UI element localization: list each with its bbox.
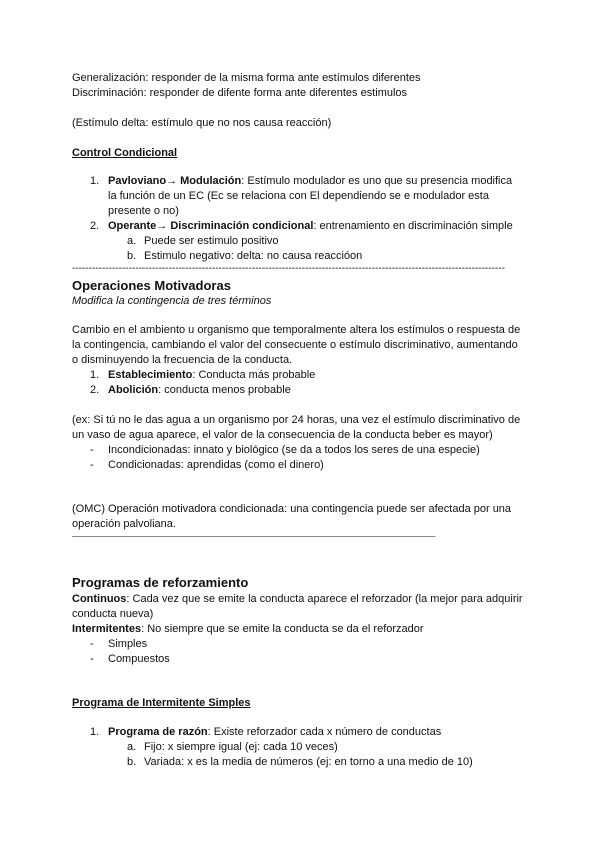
intro-generalizacion: Generalización: responder de la misma forma ante estímulos diferentes xyxy=(72,72,421,84)
sublist-letter: b. xyxy=(127,250,137,262)
term-text: : Conducta más probable xyxy=(192,369,316,381)
programas-reforzamiento-heading: Programas de reforzamiento xyxy=(72,575,249,590)
list-number: 1. xyxy=(90,175,100,187)
sublist-letter: a. xyxy=(127,235,137,247)
motivadoras-paragraph-line2: la contingencia, cambiando el valor del consecuente o estímulo discriminativo, aumentando xyxy=(72,339,518,351)
bullet-compuestos: Compuestos xyxy=(108,653,170,665)
subitem-variada: Variada: x es la media de números (ej: en torno a una medio de 10) xyxy=(144,756,473,768)
operaciones-motivadoras-heading: Operaciones Motivadoras xyxy=(72,278,231,293)
control-item-pavloviano xyxy=(108,174,512,188)
sublist-letter: a. xyxy=(127,741,137,753)
motivadoras-item-establecimiento xyxy=(108,368,315,382)
list-number: 1. xyxy=(90,369,100,381)
example-line2: un vaso de agua aparece, el valor de la consecuencia de la conducta beber es mayor) xyxy=(72,429,493,441)
control-item-pavloviano-line3: presente o no) xyxy=(108,205,179,217)
term-text: : No siempre que se emite la conducta se da el reforzador xyxy=(141,623,424,635)
programa-intermitente-heading: Programa de Intermitente Simples xyxy=(72,697,251,709)
term-text: : Cada vez que se emite la conducta aparece el reforzador (la mejor para adquirir xyxy=(126,593,523,605)
control-condicional-heading: Control Condicional xyxy=(72,147,178,159)
section-separator: ---------------------------------------------------------------------------------------------------------------------------------- xyxy=(72,263,505,274)
bullet-condicionadas: Condicionadas: aprendidas (como el dinero) xyxy=(108,459,324,471)
bullet-dash: - xyxy=(90,653,94,665)
continuos-line2: conducta nueva) xyxy=(72,608,154,620)
intermitentes-line xyxy=(72,622,424,636)
term-programa-razon: Programa de razón xyxy=(108,726,208,738)
sublist-letter: b. xyxy=(127,756,137,768)
motivadoras-item-abolicion xyxy=(108,383,291,397)
operaciones-motivadoras-subtitle: Modifica la contingencia de tres términos xyxy=(72,295,272,307)
bullet-dash: - xyxy=(90,444,94,456)
example-line1: (ex: Si tú no le das agua a un organismo por 24 horas, una vez el estímulo discriminativo de xyxy=(72,414,521,426)
term-text: : entrenamiento en discriminación simple xyxy=(313,220,513,232)
term-text: : conducta menos probable xyxy=(158,384,291,396)
intro-discriminacion: Discriminación: responder de difente forma ante diferentes estimulos xyxy=(72,87,408,99)
control-item-operante xyxy=(108,219,513,233)
subitem-fijo: Fijo: x siempre igual (ej: cada 10 veces) xyxy=(144,741,338,753)
programa-razon-item xyxy=(108,725,441,739)
term-abolicion: Abolición xyxy=(108,384,159,396)
subitem-estimulo-positivo: Puede ser estimulo positivo xyxy=(144,235,279,247)
term-establecimiento: Establecimiento xyxy=(108,369,193,381)
omc-line2: operación palvoliana. xyxy=(72,518,176,530)
motivadoras-paragraph-line3: o disminuyendo la frecuencia de la conducta. xyxy=(72,354,293,366)
section-separator: ––––––––––––––––––––––––––––––––––––––––––––––––––––––––––––––––––––––––––––––––––––––––––––––––––––––––––– xyxy=(72,533,436,540)
subitem-estimulo-negativo: Estimulo negativo: delta: no causa reaccióon xyxy=(144,250,363,262)
list-number: 2. xyxy=(90,220,100,232)
term-operante: Operante→ Discriminación condicional xyxy=(108,220,314,232)
term-continuos: Continuos xyxy=(72,593,127,605)
term-text: : Estímulo modulador es uno que su presencia modifica xyxy=(241,175,513,187)
motivadoras-paragraph-line1: Cambio en el ambiento u organismo que temporalmente altera los estímulos o respuesta de xyxy=(72,324,521,336)
bullet-dash: - xyxy=(90,459,94,471)
term-pavloviano: Pavloviano→ Modulación xyxy=(108,175,242,187)
control-item-pavloviano-line2: la función de un EC (Ec se relaciona con El dependiendo se e modulador esta xyxy=(108,190,489,202)
term-text: : Existe reforzador cada x número de conductas xyxy=(207,726,442,738)
list-number: 2. xyxy=(90,384,100,396)
continuos-line1 xyxy=(72,592,523,606)
bullet-dash: - xyxy=(90,638,94,650)
omc-line1: (OMC) Operación motivadora condicionada: una contingencia puede ser afectada por una xyxy=(72,503,512,515)
bullet-incondicionadas: Incondicionadas: innato y biológico (se da a todos los seres de una especie) xyxy=(108,444,480,456)
term-intermitentes: Intermitentes xyxy=(72,623,142,635)
list-number: 1. xyxy=(90,726,100,738)
intro-estimulo-delta: (Estímulo delta: estímulo que no nos causa reacción) xyxy=(72,117,332,129)
bullet-simples: Simples xyxy=(108,638,148,650)
